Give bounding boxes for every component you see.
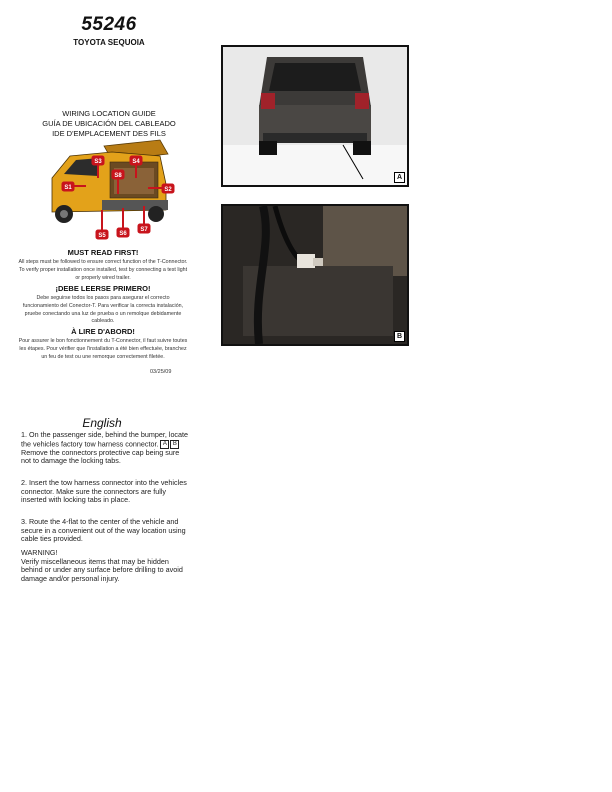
marker-label-s5: S5 bbox=[98, 233, 106, 239]
vehicle-rear-photo bbox=[223, 47, 407, 185]
marker-label-s6: S6 bbox=[119, 231, 127, 237]
notice-spanish-title: ¡DEBE LEERSE PRIMERO! bbox=[55, 284, 151, 293]
instructions-title: English bbox=[82, 416, 122, 430]
marker-label-s7: S7 bbox=[140, 227, 148, 233]
photo-b bbox=[221, 204, 409, 346]
marker-label-s2: S2 bbox=[164, 187, 172, 193]
step-2-text: 2. Insert the tow harness connector into the vehicles connector. Make sure the connectors are fully inserted with locking tabs in place. bbox=[21, 478, 187, 505]
warning-body: Verify miscellaneous items that may be hidden behind or under any surface before drilling to avoid damage and/or personal injury. bbox=[21, 556, 183, 583]
photo-b-label: B bbox=[394, 331, 405, 342]
photo-ref-b: B bbox=[170, 440, 179, 449]
vehicle-name: TOYOTA SEQUOIA bbox=[73, 38, 145, 47]
instruction-step-1 bbox=[21, 431, 189, 466]
photo-a bbox=[221, 45, 409, 187]
guide-title-es: GUÍA DE UBICACIÓN DEL CABLEADO bbox=[42, 119, 176, 128]
notice-spanish-body: Debe seguirse todos los pasos para asegurar el correcto funcionamiento del Conector-T. Para verificar la correcta instalación, pruebe conectando una luz de prueba o un remolque debidamente cableado. bbox=[22, 295, 184, 325]
step-3-text: 3. Route the 4-flat to the center of the vehicle and secure in a convenient out of the way location using cable ties provided. bbox=[21, 517, 186, 544]
notice-english-title: MUST READ FIRST! bbox=[67, 248, 139, 257]
photo-ref-a: A bbox=[160, 440, 169, 449]
guide-title-fr: IDE D'EMPLACEMENT DES FILS bbox=[52, 129, 166, 138]
guide-title-en: WIRING LOCATION GUIDE bbox=[62, 109, 156, 118]
notice-french-title: À LIRE D'ABORD! bbox=[71, 327, 135, 336]
step-1-text-cont: Remove the connectors protective cap being sure not to damage the locking tabs. bbox=[21, 447, 180, 466]
notice-english bbox=[18, 248, 188, 282]
vehicle-wiring-diagram bbox=[42, 138, 182, 242]
warning-block bbox=[21, 549, 189, 583]
photo-a-label: A bbox=[394, 172, 405, 183]
warning-title: WARNING! bbox=[21, 548, 58, 557]
suv-illustration bbox=[42, 138, 182, 242]
connector-closeup-photo bbox=[223, 206, 407, 344]
marker-label-s8: S8 bbox=[114, 173, 122, 179]
marker-label-s3: S3 bbox=[94, 159, 102, 165]
marker-label-s4: S4 bbox=[132, 159, 140, 165]
wiring-guide-title bbox=[20, 109, 198, 139]
instruction-step-3 bbox=[21, 518, 189, 544]
revision-date: 03/25/09 bbox=[150, 369, 172, 375]
notice-french-body: Pour assurer le bon fonctionnement du T-Connector, il faut suivre toutes les étapes. Pour vérifier que l'installation a été bien effectuée, branchez un feu de test ou une remorque correctement filetée. bbox=[18, 338, 188, 360]
part-number: 55246 bbox=[81, 14, 137, 35]
notice-spanish bbox=[18, 284, 188, 326]
instruction-step-2 bbox=[21, 479, 189, 505]
step-1-text: 1. On the passenger side, behind the bumper, locate the vehicles factory tow harness connector. bbox=[21, 430, 189, 448]
notice-french bbox=[18, 327, 188, 361]
marker-label-s1: S1 bbox=[64, 185, 72, 191]
notice-english-body: All steps must be followed to ensure correct function of the T-Connector. To verify proper installation once installed, test by connecting a test light or properly wired trailer. bbox=[18, 259, 188, 281]
